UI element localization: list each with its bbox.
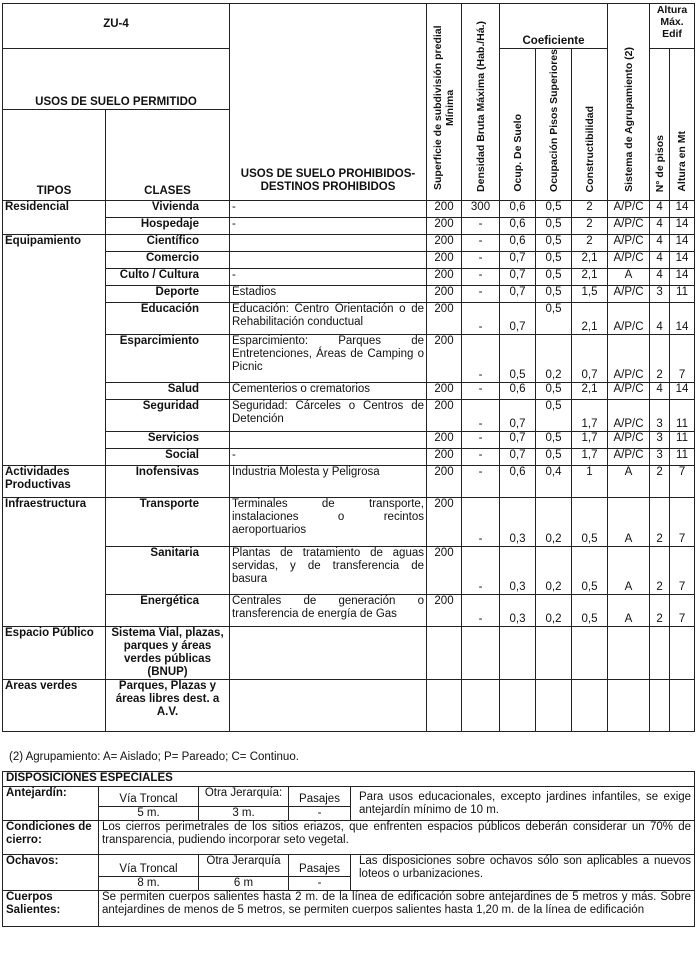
cell-ocup-pisos: 0,2	[536, 334, 572, 382]
table-row	[3, 217, 695, 234]
cell-ocup-pisos: 0,2	[536, 594, 572, 626]
cell-agrupamiento: A/P/C	[608, 431, 650, 448]
cell-ocup-suelo: 0,6	[500, 200, 536, 217]
cell-ocup-pisos: 0,5	[536, 285, 572, 302]
cuerpos-text: Se permiten cuerpos salientes hasta 2 m. de la línea de edificación sobre antejardines de 5 metros y más. Sobre antejardines de menos de 5 metros, se permiten cuerpos salientes hasta 1,20 m. de la línea de edificación	[99, 891, 695, 927]
cell-constructibilidad: 2	[572, 200, 608, 217]
cell-densidad: -	[462, 382, 500, 399]
cell-pisos: 3	[650, 285, 670, 302]
cell-prohibido: Seguridad: Cárceles o Centros de Detención	[230, 399, 427, 431]
cell-pisos: 4	[650, 251, 670, 268]
cell-constructibilidad	[572, 679, 608, 731]
table-row	[3, 431, 695, 448]
cell-ocup-pisos: 0,4	[536, 465, 572, 497]
cell-prohibido: Cementerios o crematorios	[230, 382, 427, 399]
table-row	[3, 399, 695, 431]
cell-ocup-pisos: 0,5	[536, 200, 572, 217]
cell-pisos: 3	[650, 399, 670, 431]
cell-densidad: -	[462, 302, 500, 334]
cell-clase: Salud	[106, 382, 230, 399]
cell-altura: 7	[670, 334, 695, 382]
cell-agrupamiento: A/P/C	[608, 382, 650, 399]
cell-superficie: 200	[427, 217, 462, 234]
cell-prohibido: -	[230, 217, 427, 234]
cell-ocup-suelo: 0,5	[500, 334, 536, 382]
cell-densidad: -	[462, 268, 500, 285]
cell-clase: Hospedaje	[106, 217, 230, 234]
cell-altura: 14	[670, 251, 695, 268]
cell-tipo: Residencial	[3, 200, 106, 234]
cell-clase: Culto / Cultura	[106, 268, 230, 285]
disposiciones-table	[2, 771, 695, 927]
cell-constructibilidad: 2	[572, 217, 608, 234]
cell-ocup-pisos: 0,2	[536, 497, 572, 546]
cell-ocup-pisos: 0,5	[536, 448, 572, 465]
agrupamiento-note: (2) Agrupamiento: A= Aislado; P= Pareado; C= Continuo.	[9, 751, 299, 763]
cell-constructibilidad: 0,5	[572, 546, 608, 594]
cell-pisos: 2	[650, 465, 670, 497]
cell-ocup-suelo: 0,7	[500, 285, 536, 302]
cell-agrupamiento: A	[608, 497, 650, 546]
header-ocup-pisos: Ocupación Pisos Superiores	[536, 49, 572, 201]
table-row	[3, 302, 695, 334]
cell-altura: 7	[670, 546, 695, 594]
table-row	[3, 626, 695, 679]
cell-ocup-suelo	[500, 679, 536, 731]
cell-densidad: -	[462, 448, 500, 465]
cell-agrupamiento: A	[608, 546, 650, 594]
cell-constructibilidad: 2,1	[572, 251, 608, 268]
cell-ocup-suelo: 0,6	[500, 465, 536, 497]
cell-prohibido: Educación: Centro Orientación o de Rehabilitación conductual	[230, 302, 427, 334]
header-ocup-suelo: Ocup. De Suelo	[500, 49, 536, 201]
header-densidad: Densidad Bruta Máxima (Hab./Há.)	[462, 4, 500, 201]
cell-prohibido	[230, 626, 427, 679]
cell-constructibilidad: 1,7	[572, 431, 608, 448]
cell-clase: Vivienda	[106, 200, 230, 217]
header-prohibidos: USOS DE SUELO PROHIBIDOS-DESTINOS PROHIBIDOS	[230, 4, 427, 201]
cell-ocup-pisos: 0,5	[536, 431, 572, 448]
cell-ocup-pisos	[536, 679, 572, 731]
cell-clase: Energética	[106, 594, 230, 626]
cell-superficie: 200	[427, 285, 462, 302]
cell-clase: Transporte	[106, 497, 230, 546]
antejardin-val-otra: 3 m.	[199, 807, 289, 821]
header-usos-permitido: USOS DE SUELO PERMITIDO	[3, 49, 230, 110]
cell-densidad: -	[462, 594, 500, 626]
cell-altura: 14	[670, 200, 695, 217]
cell-agrupamiento: A/P/C	[608, 251, 650, 268]
header-superficie: Superficie de subdivisión predial Mínima	[427, 4, 462, 201]
cell-constructibilidad: 2,1	[572, 382, 608, 399]
cell-constructibilidad: 1	[572, 465, 608, 497]
cell-constructibilidad: 0,7	[572, 334, 608, 382]
cell-ocup-suelo: 0,3	[500, 546, 536, 594]
table-row	[3, 497, 695, 546]
cell-pisos: 4	[650, 382, 670, 399]
zoning-table	[2, 3, 695, 732]
cell-ocup-pisos: 0,5	[536, 399, 572, 431]
table-row	[3, 382, 695, 399]
cell-altura	[670, 679, 695, 731]
cell-superficie: 200	[427, 382, 462, 399]
cell-altura: 11	[670, 448, 695, 465]
cell-ocup-suelo: 0,6	[500, 217, 536, 234]
cell-ocup-suelo: 0,7	[500, 431, 536, 448]
cell-prohibido: -	[230, 200, 427, 217]
antejardin-val-pasajes: -	[289, 807, 351, 821]
cell-superficie: 200	[427, 200, 462, 217]
cell-tipo: Equipamiento	[3, 234, 106, 465]
zone-title: ZU-4	[3, 4, 230, 49]
cell-constructibilidad: 2,1	[572, 268, 608, 285]
ochavos-col-otra: Otra Jerarquía	[199, 855, 289, 877]
cell-superficie: 200	[427, 431, 462, 448]
cell-constructibilidad: 2,1	[572, 302, 608, 334]
cell-altura: 7	[670, 594, 695, 626]
ochavos-label: Ochavos:	[3, 855, 99, 891]
cell-ocup-pisos: 0,5	[536, 382, 572, 399]
cell-altura: 7	[670, 465, 695, 497]
header-n-pisos: N° de pisos	[650, 49, 670, 201]
cierro-label: Condiciones de cierro:	[3, 821, 99, 855]
table-row	[3, 251, 695, 268]
antejardin-col-troncal: Vía Troncal	[99, 787, 199, 807]
cell-densidad: -	[462, 251, 500, 268]
cell-superficie	[427, 626, 462, 679]
cell-densidad: -	[462, 334, 500, 382]
cell-prohibido: -	[230, 268, 427, 285]
table-row	[3, 234, 695, 251]
cell-clase: Científico	[106, 234, 230, 251]
cell-clase: Sanitaria	[106, 546, 230, 594]
cell-densidad: 300	[462, 200, 500, 217]
cell-pisos: 4	[650, 302, 670, 334]
cell-densidad: -	[462, 285, 500, 302]
cell-constructibilidad: 1,5	[572, 285, 608, 302]
cell-prohibido	[230, 679, 427, 731]
cell-ocup-pisos: 0,5	[536, 302, 572, 334]
table-row	[3, 285, 695, 302]
cell-superficie: 200	[427, 399, 462, 431]
header-tipos: TIPOS	[3, 110, 106, 201]
cell-densidad: -	[462, 234, 500, 251]
cell-ocup-pisos: 0,5	[536, 251, 572, 268]
cell-superficie: 200	[427, 497, 462, 546]
cell-pisos: 4	[650, 200, 670, 217]
ochavos-col-pasajes: Pasajes	[289, 855, 351, 877]
cell-prohibido: Terminales de transporte, instalaciones o recintos aeroportuarios	[230, 497, 427, 546]
ochavos-val-troncal: 8 m.	[99, 877, 199, 891]
cell-pisos: 4	[650, 234, 670, 251]
cell-clase: Deporte	[106, 285, 230, 302]
cell-constructibilidad: 0,5	[572, 497, 608, 546]
cell-ocup-suelo: 0,7	[500, 302, 536, 334]
cell-clase: Servicios	[106, 431, 230, 448]
cell-densidad: -	[462, 497, 500, 546]
cell-agrupamiento	[608, 679, 650, 731]
cell-superficie: 200	[427, 465, 462, 497]
cell-prohibido	[230, 431, 427, 448]
cell-clase: Inofensivas	[106, 465, 230, 497]
cell-agrupamiento: A/P/C	[608, 334, 650, 382]
cell-clase: Esparcimiento	[106, 334, 230, 382]
table-row	[3, 679, 695, 731]
cell-ocup-suelo: 0,7	[500, 399, 536, 431]
table-row	[3, 334, 695, 382]
cell-pisos: 2	[650, 334, 670, 382]
cell-ocup-pisos: 0,5	[536, 268, 572, 285]
cell-ocup-suelo: 0,6	[500, 234, 536, 251]
ochavos-val-otra: 6 m	[199, 877, 289, 891]
cell-agrupamiento: A/P/C	[608, 399, 650, 431]
cell-densidad: -	[462, 431, 500, 448]
cell-altura: 7	[670, 497, 695, 546]
cell-clase: Comercio	[106, 251, 230, 268]
cell-clase: Social	[106, 448, 230, 465]
antejardin-val-troncal: 5 m.	[99, 807, 199, 821]
cell-agrupamiento: A/P/C	[608, 234, 650, 251]
cell-altura: 11	[670, 431, 695, 448]
cell-pisos: 4	[650, 217, 670, 234]
cell-densidad	[462, 679, 500, 731]
table-row	[3, 268, 695, 285]
cell-ocup-suelo: 0,3	[500, 497, 536, 546]
cell-tipo: Infraestructura	[3, 497, 106, 626]
cell-tipo: Espacio Público	[3, 626, 106, 679]
cell-altura: 14	[670, 268, 695, 285]
cell-superficie: 200	[427, 234, 462, 251]
cell-prohibido	[230, 251, 427, 268]
antejardin-col-otra: Otra Jerarquía:	[199, 787, 289, 807]
cell-superficie	[427, 679, 462, 731]
cell-ocup-suelo: 0,3	[500, 594, 536, 626]
cell-ocup-pisos	[536, 626, 572, 679]
disposiciones-title: DISPOSICIONES ESPECIALES	[3, 772, 695, 787]
cell-prohibido: Estadios	[230, 285, 427, 302]
cell-densidad: -	[462, 465, 500, 497]
cell-superficie: 200	[427, 448, 462, 465]
cell-prohibido: Plantas de tratamiento de aguas servidas, y de transferencia de basura	[230, 546, 427, 594]
cell-densidad: -	[462, 217, 500, 234]
cell-agrupamiento	[608, 626, 650, 679]
cell-agrupamiento: A	[608, 594, 650, 626]
cell-prohibido: Centrales de generación o transferencia de energía de Gas	[230, 594, 427, 626]
table-row	[3, 200, 695, 217]
table-row	[3, 594, 695, 626]
cell-altura: 11	[670, 399, 695, 431]
cuerpos-label: Cuerpos Salientes:	[3, 891, 99, 927]
cell-agrupamiento: A/P/C	[608, 200, 650, 217]
cell-altura: 14	[670, 234, 695, 251]
ochavos-text: Las disposiciones sobre ochavos sólo son aplicables a nuevos loteos o urbanizaciones.	[351, 855, 695, 891]
cell-clase: Sistema Vial, plazas, parques y áreas verdes públicas (BNUP)	[106, 626, 230, 679]
cell-clase: Seguridad	[106, 399, 230, 431]
cell-altura: 14	[670, 382, 695, 399]
antejardin-col-pasajes: Pasajes	[289, 787, 351, 807]
cell-constructibilidad: 2	[572, 234, 608, 251]
header-agrupamiento: Sistema de Agrupamiento (2)	[608, 4, 650, 201]
cell-prohibido: -	[230, 448, 427, 465]
cell-pisos: 2	[650, 546, 670, 594]
header-coeficiente: Coeficiente	[500, 4, 608, 49]
cell-clase: Parques, Plazas y áreas libres dest. a A.V.	[106, 679, 230, 731]
cell-constructibilidad: 0,5	[572, 594, 608, 626]
cell-constructibilidad	[572, 626, 608, 679]
cell-pisos: 3	[650, 431, 670, 448]
cell-pisos	[650, 626, 670, 679]
cell-altura: 11	[670, 285, 695, 302]
cell-agrupamiento: A/P/C	[608, 217, 650, 234]
cell-superficie: 200	[427, 546, 462, 594]
cell-ocup-suelo: 0,7	[500, 251, 536, 268]
cell-agrupamiento: A/P/C	[608, 448, 650, 465]
cell-superficie: 200	[427, 334, 462, 382]
cell-ocup-suelo	[500, 626, 536, 679]
header-clases: CLASES	[106, 110, 230, 201]
antejardin-label: Antejardín:	[3, 787, 99, 821]
cell-superficie: 200	[427, 251, 462, 268]
cell-pisos: 2	[650, 497, 670, 546]
cell-superficie: 200	[427, 302, 462, 334]
cell-ocup-pisos: 0,2	[536, 546, 572, 594]
cell-agrupamiento: A	[608, 268, 650, 285]
header-constructibilidad: Constructibilidad	[572, 49, 608, 201]
header-altura-mt: Altura en Mt	[670, 49, 695, 201]
cell-ocup-pisos: 0,5	[536, 217, 572, 234]
cell-densidad	[462, 626, 500, 679]
cell-tipo: Áreas verdes	[3, 679, 106, 731]
cell-pisos	[650, 679, 670, 731]
cell-altura	[670, 626, 695, 679]
cell-ocup-pisos: 0,5	[536, 234, 572, 251]
cell-superficie: 200	[427, 594, 462, 626]
cierro-text: Los cierros perimetrales de los sitios eriazos, que enfrenten espacios públicos deberán considerar un 70% de transparencia, pudiendo incorporar seto vegetal.	[99, 821, 695, 855]
table-row	[3, 465, 695, 497]
cell-ocup-suelo: 0,7	[500, 448, 536, 465]
cell-prohibido	[230, 234, 427, 251]
cell-agrupamiento: A	[608, 465, 650, 497]
cell-agrupamiento: A/P/C	[608, 302, 650, 334]
table-row	[3, 448, 695, 465]
cell-constructibilidad: 1,7	[572, 399, 608, 431]
cell-constructibilidad: 1,7	[572, 448, 608, 465]
ochavos-col-troncal: Vía Troncal	[99, 855, 199, 877]
cell-altura: 14	[670, 217, 695, 234]
cell-densidad: -	[462, 399, 500, 431]
cell-clase: Educación	[106, 302, 230, 334]
cell-prohibido: Esparcimiento: Parques de Entretenciones, Áreas de Camping o Picnic	[230, 334, 427, 382]
cell-pisos: 2	[650, 594, 670, 626]
cell-pisos: 4	[650, 268, 670, 285]
cell-superficie: 200	[427, 268, 462, 285]
table-row	[3, 546, 695, 594]
cell-ocup-suelo: 0,7	[500, 268, 536, 285]
ochavos-val-pasajes: -	[289, 877, 351, 891]
cell-tipo: Actividades Productivas	[3, 465, 106, 497]
cell-altura: 14	[670, 302, 695, 334]
cell-densidad: -	[462, 546, 500, 594]
header-altura: Altura Máx. Edif	[650, 4, 695, 49]
cell-ocup-suelo: 0,6	[500, 382, 536, 399]
cell-agrupamiento: A/P/C	[608, 285, 650, 302]
cell-prohibido: Industria Molesta y Peligrosa	[230, 465, 427, 497]
cell-pisos: 3	[650, 448, 670, 465]
antejardin-text: Para usos educacionales, excepto jardines infantiles, se exige antejardín mínimo de 10 m.	[351, 787, 695, 821]
